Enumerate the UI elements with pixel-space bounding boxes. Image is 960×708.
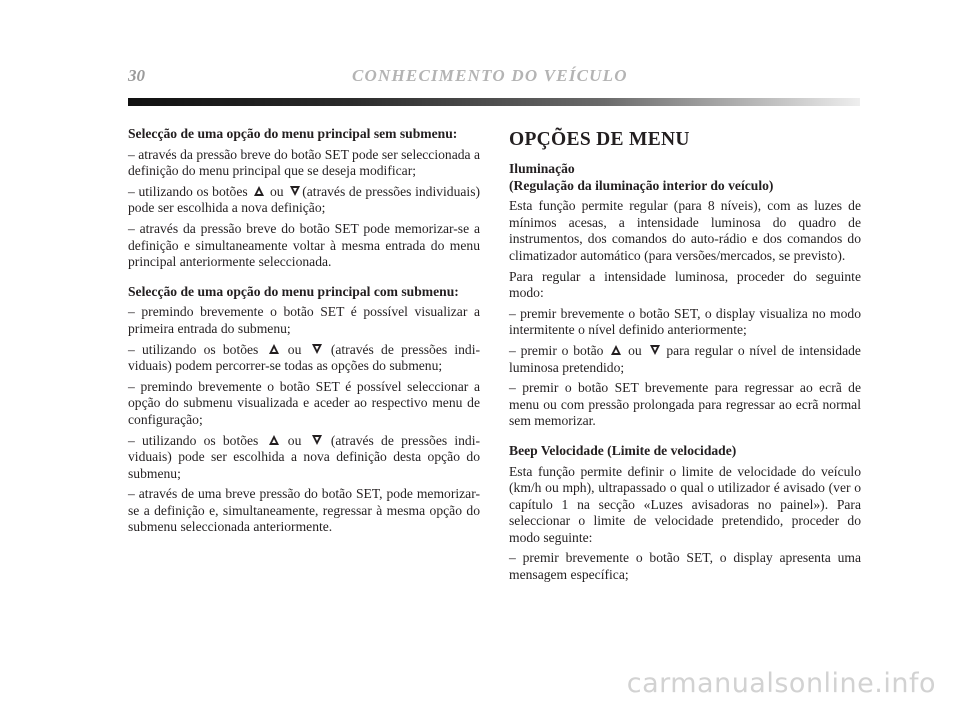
triangle-down-icon: [650, 345, 660, 355]
triangle-up-icon: [269, 344, 279, 354]
paragraph: – premir brevemente o botão SET, o display visualiza no modo intermitente o nível definido anteriormente;: [509, 305, 861, 338]
right-column: [509, 126, 861, 588]
paragraph: Esta função permite definir o limite de velocidade do veículo (km/h ou mph), ultrapassado o qual o utilizador é avisado (ver o capítulo 1 na secção «Luzes avisadoras no painel»). Para seleccionar o limite de velocidade pretendido, proceder do modo seguinte:: [509, 463, 861, 545]
heading-main-menu-with-submenu: Selecção de uma opção do menu principal com submenu:: [128, 283, 459, 299]
triangle-down-icon: [312, 344, 322, 354]
paragraph: – através de uma breve pressão do botão SET, pode memorizar-se a definição e, simultaneamente, regressar à mesma opção do submenu seleccionada anteriormente.: [128, 486, 480, 535]
page-header: [128, 66, 860, 88]
paragraph: – premindo brevemente o botão SET é possível seleccionar a opção do submenu visualizada e aceder ao respectivo menu de configuração;: [128, 378, 480, 427]
triangle-up-icon: [269, 435, 279, 445]
triangle-up-icon: [254, 186, 264, 196]
subsection-title-lighting: Iluminação: [509, 161, 575, 176]
header-rule: [128, 98, 860, 106]
paragraph: – através da pressão breve do botão SET pode ser seleccionada a definição do menu principal que se deseja modificar;: [128, 146, 480, 179]
paragraph: Para regular a intensidade luminosa, proceder do seguinte modo:: [509, 268, 861, 301]
triangle-up-icon: [611, 345, 621, 355]
page-number: 30: [128, 66, 145, 85]
paragraph: – premir o botão ou para regular o nível de intensidade luminosa pretendido;: [509, 342, 861, 375]
triangle-down-icon: [290, 186, 300, 196]
paragraph: – premindo brevemente o botão SET é possível visualizar a primeira entrada do submenu;: [128, 304, 480, 336]
subsection-subtitle-lighting: (Regulação da iluminação interior do veículo): [509, 177, 774, 193]
paragraph: Esta função permite regular (para 8 níveis), com as luzes de mínimos acesas, a intensidade luminosa do quadro de instrumentos, dos comandos do auto-rádio e dos comandos do climatizador automático (para versões/mercados, se previsto).: [509, 198, 861, 263]
paragraph: – utilizando os botões ou (através de pressões individuais) pode ser escolhida a nova definição;: [128, 183, 481, 216]
heading-main-menu-no-submenu: Selecção de uma opção do menu principal sem submenu:: [128, 126, 458, 141]
triangle-down-icon: [312, 435, 322, 445]
paragraph: – premir o botão SET brevemente para regressar ao ecrã de menu ou com pressão prolongada para regressar ao ecrã normal sem memorizar.: [509, 380, 861, 429]
left-column: [128, 126, 480, 540]
paragraph: – utilizando os botões ou (através de pressões individuais) pode ser escolhida a nova definição desta opção do submenu;: [128, 432, 481, 481]
paragraph: – através da pressão breve do botão SET pode memorizar-se a definição e simultaneamente voltar à mesma entrada do menu principal anteriormente seleccionada.: [128, 220, 480, 270]
paragraph: – utilizando os botões ou (através de pressões individuais) podem percorrer-se todas as opções do submenu;: [128, 341, 481, 374]
running-title: CONHECIMENTO DO VEÍCULO: [352, 66, 628, 85]
subsection-title-speed-beep: Beep Velocidade (Limite de velocidade): [509, 442, 737, 458]
paragraph: – premir brevemente o botão SET, o display apresenta uma mensagem específica;: [509, 550, 861, 583]
section-title: OPÇÕES DE MENU: [509, 129, 690, 150]
watermark: carmanualsonline.info: [626, 668, 936, 699]
